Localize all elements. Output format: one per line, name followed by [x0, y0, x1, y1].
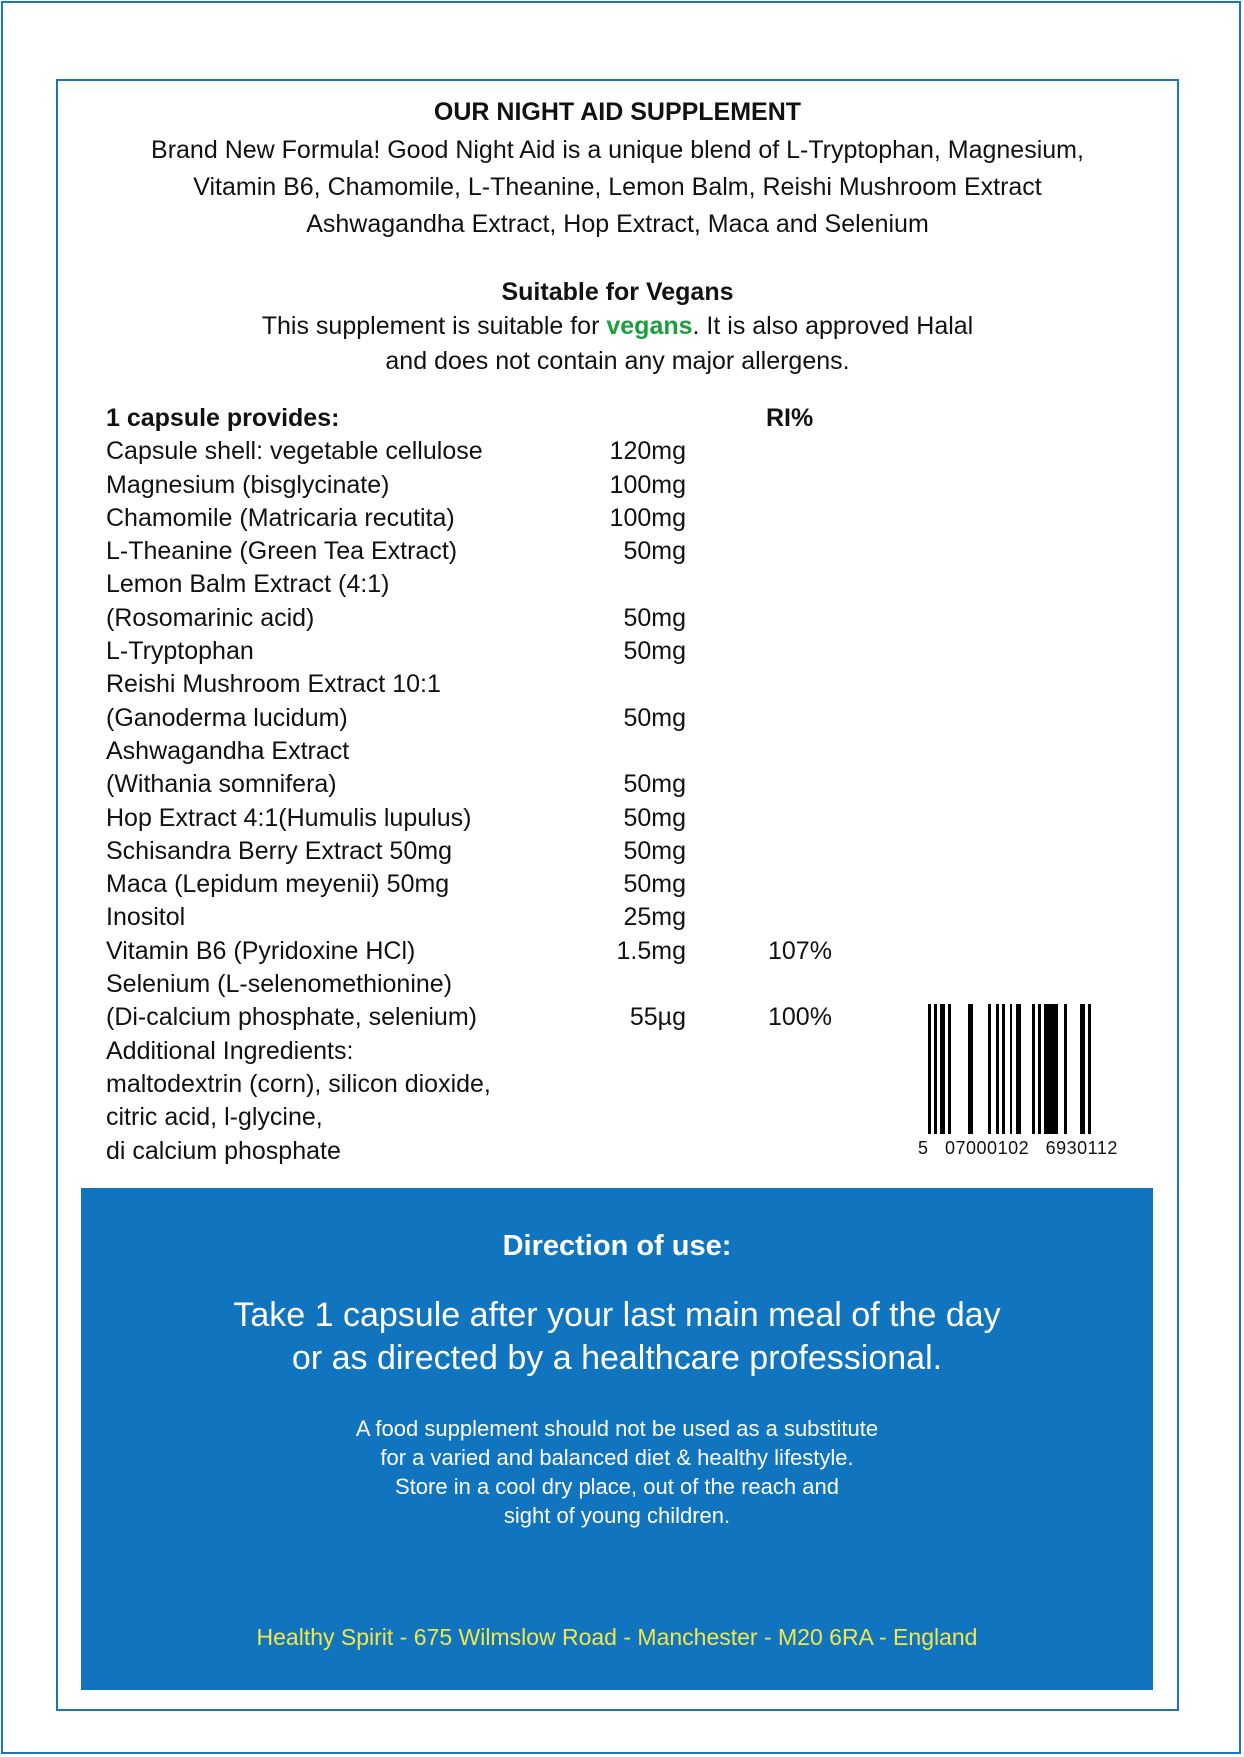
- nutrition-row: [106, 1101, 866, 1134]
- nutrient-amount: 50mg: [623, 703, 686, 732]
- nutrient-amount: 50mg: [623, 870, 686, 899]
- nutrient-amount: 50mg: [623, 637, 686, 666]
- intro-line: Brand New Formula! Good Night Aid is a unique blend of L-Tryptophan, Magnesium,: [151, 136, 1084, 164]
- nutrition-row: [106, 735, 866, 768]
- directions-main-line: Take 1 capsule after your last main meal of the day: [233, 1296, 1001, 1334]
- vegan-heading: Suitable for Vegans: [501, 278, 734, 306]
- nutrition-row: [106, 469, 866, 502]
- company-address: Healthy Spirit - 675 Wilmslow Road - Manchester - M20 6RA - England: [256, 1624, 978, 1650]
- nutrient-label: (Withania somnifera): [106, 770, 337, 799]
- nutrition-row: [106, 802, 866, 835]
- nutrient-amount: 1.5mg: [616, 936, 686, 965]
- intro-line: Ashwagandha Extract, Hop Extract, Maca and Selenium: [306, 210, 929, 238]
- nutrient-label: (Di-calcium phosphate, selenium): [106, 1003, 477, 1032]
- nutrient-amount: 50mg: [623, 603, 686, 632]
- nutrition-row: [106, 935, 866, 968]
- nutrient-label: Ashwagandha Extract: [106, 736, 350, 765]
- nutrient-label: Capsule shell: vegetable cellulose: [106, 437, 483, 466]
- barcode-bar: [988, 1004, 991, 1134]
- nutrition-header-label: 1 capsule provides:: [106, 404, 340, 432]
- nutrient-label: (Ganoderma lucidum): [106, 703, 348, 732]
- barcode-bar: [996, 1004, 999, 1134]
- barcode-bar: [940, 1004, 945, 1134]
- intro-line: Vitamin B6, Chamomile, L-Theanine, Lemon Balm, Reishi Mushroom Extract: [193, 173, 1042, 201]
- directions-note-line: sight of young children.: [503, 1503, 731, 1528]
- nutrient-amount: 50mg: [623, 836, 686, 865]
- nutrition-row: [106, 602, 866, 635]
- barcode-bar: [1088, 1004, 1091, 1134]
- nutrition-row: [106, 1001, 866, 1034]
- vegan-text: [56, 309, 1179, 379]
- nutrient-amount: 100mg: [609, 470, 686, 499]
- nutrition-header-ri: RI%: [766, 404, 814, 432]
- nutrient-label: Chamomile (Matricaria recutita): [106, 503, 455, 532]
- nutrient-label: Additional Ingredients:: [106, 1036, 354, 1065]
- nutrient-amount: 120mg: [609, 437, 686, 466]
- nutrient-amount: 25mg: [623, 903, 686, 932]
- nutrition-row: [106, 868, 866, 901]
- directions-title: Direction of use:: [502, 1230, 732, 1262]
- directions-main: [81, 1294, 1153, 1380]
- nutrient-label: Inositol: [106, 903, 186, 932]
- barcode-bar: [1010, 1004, 1012, 1134]
- nutrient-amount: 50mg: [623, 537, 686, 566]
- barcode-bar: [1038, 1004, 1041, 1134]
- barcode-bar: [968, 1004, 973, 1134]
- directions-panel: [81, 1188, 1153, 1690]
- nutrient-label: citric acid, l-glycine,: [106, 1103, 323, 1132]
- nutrient-amount: 100mg: [609, 503, 686, 532]
- nutrient-label: Reishi Mushroom Extract 10:1: [106, 670, 441, 699]
- directions-note-line: A food supplement should not be used as a substitute: [355, 1416, 879, 1441]
- nutrient-label: Hop Extract 4:1(Humulis lupulus): [106, 803, 472, 832]
- nutrient-label: Schisandra Berry Extract 50mg: [106, 836, 452, 865]
- nutrition-row: [106, 668, 866, 701]
- nutrition-row: [106, 901, 866, 934]
- vegan-line-1-before: This supplement is suitable for: [261, 312, 607, 340]
- nutrient-label: (Rosomarinic acid): [106, 603, 315, 632]
- page-title: OUR NIGHT AID SUPPLEMENT: [433, 98, 802, 126]
- nutrition-header-row: [106, 402, 866, 435]
- barcode-digits: 5 07000102 6930112: [918, 1138, 1118, 1158]
- vegan-highlight: vegans: [606, 312, 693, 340]
- directions-note-line: for a varied and balanced diet & healthy lifestyle.: [380, 1445, 854, 1470]
- nutrient-label: L-Tryptophan: [106, 637, 254, 666]
- nutrient-ri: 100%: [768, 1003, 832, 1032]
- nutrition-row: [106, 702, 866, 735]
- vegan-line-1-after: . It is also approved Halal: [692, 312, 974, 340]
- barcode-bar: [948, 1004, 951, 1134]
- nutrient-label: Maca (Lepidum meyenii) 50mg: [106, 870, 450, 899]
- barcode-bar: [1080, 1004, 1085, 1134]
- nutrient-ri: 107%: [768, 936, 832, 965]
- nutrition-row: [106, 435, 866, 468]
- vegan-line-1: [56, 309, 1179, 344]
- nutrient-label: Lemon Balm Extract (4:1): [106, 570, 390, 599]
- nutrient-label: Selenium (L-selenomethionine): [106, 970, 453, 999]
- barcode-bar: [1044, 1004, 1058, 1134]
- nutrition-row: [106, 835, 866, 868]
- nutrition-row: [106, 1068, 866, 1101]
- nutrition-row: [106, 635, 866, 668]
- nutrient-amount: 55µg: [629, 1003, 686, 1032]
- nutrition-row: [106, 968, 866, 1001]
- barcode-bar: [1002, 1004, 1005, 1134]
- nutrient-label: L-Theanine (Green Tea Extract): [106, 537, 458, 566]
- nutrition-row: [106, 1135, 866, 1168]
- nutrition-row: [106, 568, 866, 601]
- nutrition-row: [106, 1035, 866, 1068]
- nutrient-label: Magnesium (bisglycinate): [106, 470, 390, 499]
- nutrition-table: [106, 402, 866, 1168]
- nutrient-amount: 50mg: [623, 803, 686, 832]
- nutrition-row: [106, 768, 866, 801]
- vegan-line-2: and does not contain any major allergens.: [385, 347, 850, 375]
- barcode-bar: [1016, 1004, 1021, 1134]
- nutrient-label: maltodextrin (corn), silicon dioxide,: [106, 1069, 491, 1098]
- barcode-bar: [934, 1004, 937, 1134]
- intro-text: [80, 132, 1155, 243]
- nutrient-label: Vitamin B6 (Pyridoxine HCl): [106, 936, 416, 965]
- barcode-bar: [1032, 1004, 1035, 1134]
- nutrient-label: di calcium phosphate: [106, 1136, 341, 1165]
- barcode-bar: [928, 1004, 931, 1134]
- directions-note: [81, 1414, 1153, 1530]
- nutrition-row: [106, 535, 866, 568]
- directions-main-line: or as directed by a healthcare professional.: [291, 1339, 943, 1377]
- nutrition-row: [106, 502, 866, 535]
- directions-note-line: Store in a cool dry place, out of the reach and: [395, 1474, 839, 1499]
- nutrient-amount: 50mg: [623, 770, 686, 799]
- barcode-bar: [1064, 1004, 1067, 1134]
